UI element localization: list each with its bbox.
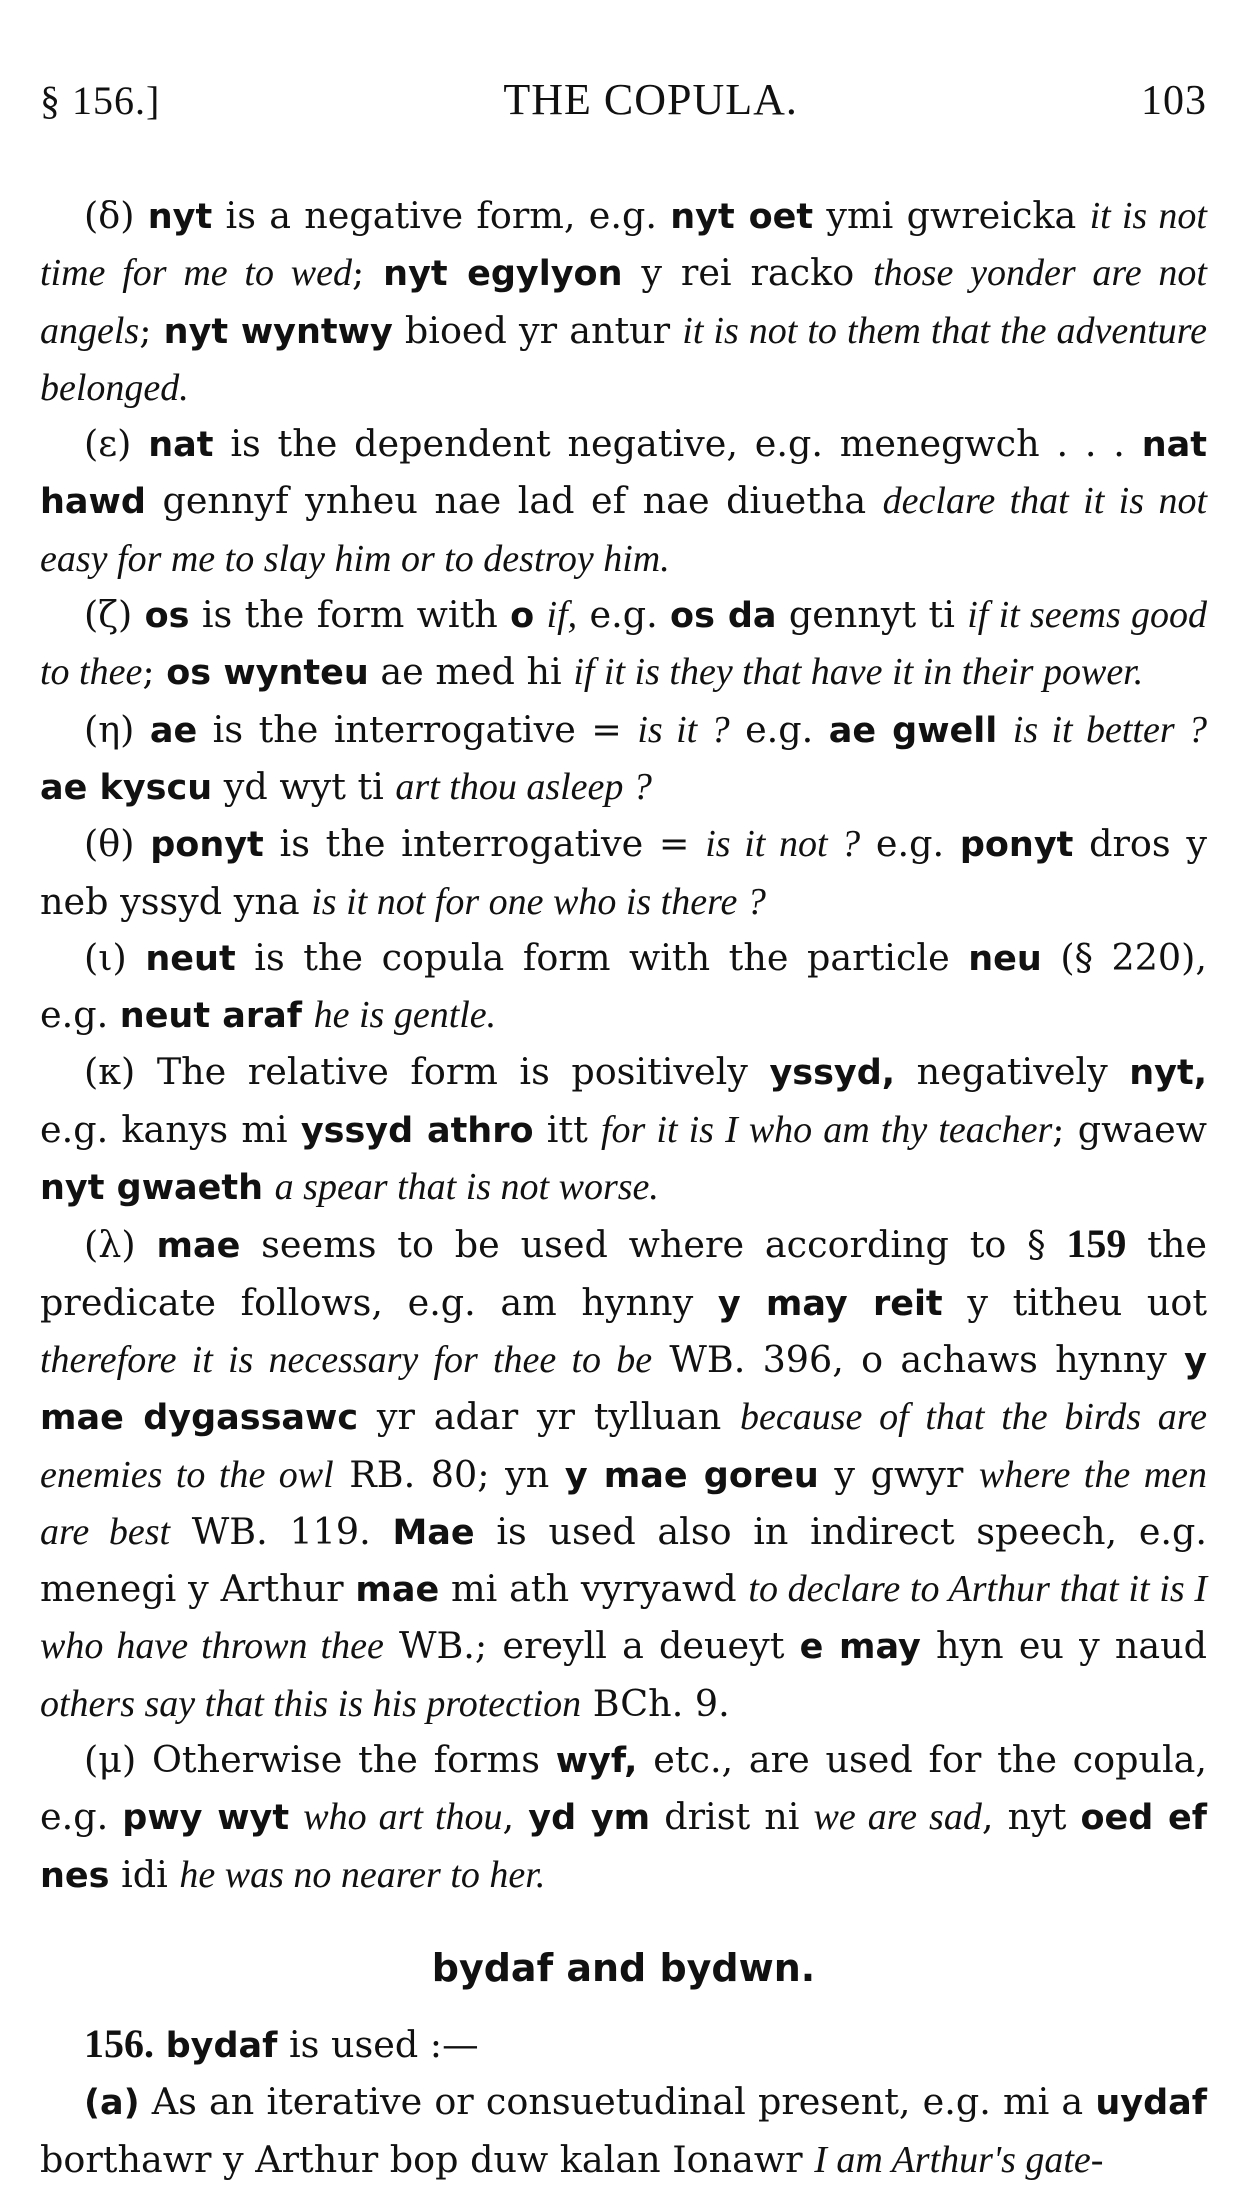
translation: art thou asleep ? bbox=[395, 765, 652, 808]
welsh-term: ae bbox=[149, 710, 198, 751]
text: y gwyr bbox=[818, 1452, 979, 1496]
paragraph-kappa bbox=[40, 1044, 1207, 1216]
running-header bbox=[40, 72, 1207, 138]
translation: is it not ? bbox=[705, 823, 861, 866]
item-label: (ι) bbox=[84, 935, 127, 979]
text: the predicate follows, e.g. am hynny bbox=[40, 1223, 1207, 1324]
text: Otherwise the forms bbox=[136, 1738, 556, 1782]
text: As an iterative or consuetudinal present, e.g. mi a bbox=[139, 2080, 1096, 2124]
item-label: (θ) bbox=[84, 822, 135, 866]
text: etc., are used for the copula, e.g. bbox=[40, 1738, 1208, 1839]
translation: if it seems good to thee bbox=[40, 594, 1207, 694]
item-label: (λ) bbox=[84, 1223, 136, 1267]
translation: who art thou bbox=[303, 1796, 503, 1839]
paragraph-zeta bbox=[40, 587, 1207, 702]
paragraph-eta bbox=[40, 702, 1207, 817]
text: ymi gwreicka bbox=[813, 194, 1090, 237]
text: is the copula form with the particle bbox=[235, 935, 969, 979]
welsh-term: nyt egylyon bbox=[383, 254, 623, 295]
welsh-term: y mae dygassawc bbox=[40, 1340, 1207, 1439]
text: is used also in indirect speech, e.g. menegi y Arthur bbox=[40, 1509, 1207, 1611]
text: gennyt ti bbox=[776, 593, 968, 637]
header-title: THE COPULA. bbox=[503, 75, 798, 124]
translation: where the men are best bbox=[40, 1453, 1208, 1553]
section-ref: 159 bbox=[1066, 1221, 1127, 1267]
welsh-term: neut bbox=[145, 938, 236, 979]
text: , nyt bbox=[981, 1795, 1081, 1839]
text: is used :— bbox=[277, 2022, 479, 2066]
translation: it is not to them that the adventure belonged. bbox=[40, 309, 1207, 409]
welsh-term: neu bbox=[968, 938, 1042, 979]
welsh-term: ae kyscu bbox=[40, 767, 213, 808]
text: BCh. 9. bbox=[581, 1681, 730, 1725]
text: WB. 119. bbox=[170, 1509, 393, 1553]
translation: because of that the birds are enemies to the owl bbox=[40, 1396, 1207, 1496]
welsh-term: pwy wyt bbox=[122, 1798, 290, 1839]
header-section-ref: § 156.] bbox=[40, 78, 161, 123]
welsh-term: nyt wyntwy bbox=[163, 311, 393, 352]
translation: is it better ? bbox=[1012, 708, 1207, 751]
translation: is it not for one who is there ? bbox=[311, 880, 766, 923]
translation: I am Arthur's gate- bbox=[814, 2138, 1104, 2181]
text: (§ 220), e.g. bbox=[40, 935, 1207, 1037]
translation: therefore it is necessary for thee to be bbox=[40, 1338, 653, 1381]
text: ; gwaew bbox=[1052, 1107, 1207, 1151]
welsh-term: yd ym bbox=[528, 1798, 651, 1839]
translation: others say that this is his protection bbox=[40, 1682, 582, 1725]
translation: for it is I who am thy teacher bbox=[600, 1108, 1053, 1151]
paragraph-theta bbox=[40, 816, 1207, 930]
text: WB. 396, o achaws hynny bbox=[652, 1337, 1185, 1381]
welsh-term: nat hawd bbox=[40, 425, 1207, 523]
welsh-term: y may reit bbox=[717, 1283, 943, 1324]
welsh-term: neut araf bbox=[119, 996, 302, 1037]
translation: those yonder are not angels bbox=[40, 252, 1207, 352]
welsh-term: y mae goreu bbox=[564, 1455, 819, 1496]
text: ; bbox=[139, 308, 164, 352]
item-label: (ζ) bbox=[84, 593, 133, 637]
text: , bbox=[502, 1795, 529, 1839]
section-subheading: bydaf and bydwn. bbox=[431, 1945, 816, 1990]
welsh-term: yssyd athro bbox=[300, 1110, 534, 1151]
text: is the dependent negative, e.g. menegwch . . . bbox=[213, 422, 1142, 466]
welsh-term: ponyt bbox=[959, 825, 1074, 866]
welsh-term: nyt oet bbox=[670, 197, 814, 237]
text: y rei racko bbox=[622, 251, 874, 295]
paragraph-delta bbox=[40, 188, 1207, 416]
welsh-term: ponyt bbox=[150, 825, 264, 866]
text: hyn eu y naud bbox=[920, 1624, 1207, 1668]
text: ; bbox=[142, 650, 167, 694]
welsh-term: os da bbox=[670, 596, 777, 637]
translation: he was no nearer to her. bbox=[179, 1853, 546, 1896]
welsh-term: wyf, bbox=[555, 1741, 638, 1782]
text: e.g. kanys mi bbox=[40, 1107, 301, 1151]
item-label: (μ) bbox=[84, 1738, 137, 1782]
item-label: (δ) bbox=[84, 194, 135, 237]
paragraph-156 bbox=[40, 2016, 1207, 2074]
text: e.g. bbox=[860, 822, 960, 866]
translation: if, bbox=[546, 594, 578, 637]
paragraph-a bbox=[40, 2074, 1207, 2188]
welsh-term: os wynteu bbox=[166, 653, 369, 694]
item-label: (a) bbox=[84, 2083, 140, 2124]
text: borthawr y Arthur bop duw kalan Ionawr bbox=[40, 2137, 815, 2181]
text: dros y neb yssyd yna bbox=[40, 822, 1207, 923]
page-number: 103 bbox=[1140, 78, 1207, 124]
item-label: (η) bbox=[84, 707, 135, 751]
text: bioed yr antur bbox=[392, 308, 683, 352]
item-label: (κ) bbox=[84, 1050, 136, 1094]
welsh-term: os bbox=[144, 596, 190, 637]
item-label: (ε) bbox=[84, 422, 132, 466]
text: ae med hi bbox=[368, 650, 574, 694]
welsh-term: mae bbox=[355, 1570, 440, 1611]
section-number: 156. bbox=[84, 2020, 154, 2066]
translation: it is not time for me to wed bbox=[40, 195, 1207, 295]
translation: we are sad bbox=[813, 1796, 982, 1839]
text: seems to be used where according to § bbox=[240, 1223, 1067, 1267]
text: y titheu uot bbox=[942, 1280, 1208, 1324]
text: idi bbox=[109, 1852, 180, 1896]
text: is the interrogative = bbox=[197, 707, 638, 751]
text: itt bbox=[533, 1107, 601, 1151]
translation: declare that it is not easy for me to slay him or to destroy him. bbox=[40, 480, 1208, 580]
translation: to declare to Arthur that it is I who have thrown thee bbox=[40, 1568, 1207, 1668]
welsh-term: e may bbox=[799, 1627, 921, 1668]
text: yr adar yr tylluan bbox=[358, 1395, 741, 1439]
paragraph-iota bbox=[40, 930, 1207, 1045]
welsh-term: Mae bbox=[392, 1512, 475, 1553]
welsh-term: o bbox=[510, 596, 535, 637]
text bbox=[302, 993, 314, 1036]
text: mi ath vyryawd bbox=[439, 1567, 749, 1611]
text bbox=[997, 708, 1012, 751]
text bbox=[289, 1795, 303, 1838]
text: The relative form is positively bbox=[135, 1050, 770, 1094]
text: e.g. bbox=[577, 593, 671, 637]
welsh-term: oed ef nes bbox=[40, 1798, 1207, 1896]
paragraph-lambda bbox=[40, 1216, 1207, 1732]
text: negatively bbox=[895, 1050, 1130, 1094]
text: drist ni bbox=[650, 1795, 814, 1839]
paragraph-mu bbox=[40, 1732, 1207, 1904]
text: RB. 80; yn bbox=[333, 1452, 565, 1496]
welsh-term: bydaf bbox=[165, 2025, 278, 2066]
welsh-term: mae bbox=[156, 1226, 241, 1267]
text: is the form with bbox=[189, 593, 511, 637]
text: yd wyt ti bbox=[212, 764, 396, 808]
welsh-term: ae gwell bbox=[828, 710, 998, 751]
text: is the interrogative = bbox=[263, 822, 706, 866]
welsh-term: yssyd, bbox=[769, 1053, 896, 1094]
welsh-term: nyt bbox=[147, 197, 213, 237]
paragraph-epsilon bbox=[40, 416, 1207, 587]
welsh-term: uydaf bbox=[1095, 2083, 1207, 2124]
text bbox=[263, 1165, 275, 1208]
text bbox=[154, 2023, 166, 2066]
text: ; bbox=[351, 251, 384, 295]
translation: a spear that is not worse. bbox=[274, 1166, 659, 1209]
text: WB.; ereyll a deueyt bbox=[383, 1624, 800, 1668]
translation: if it is they that have it in their power. bbox=[573, 651, 1144, 694]
text: gennyf ynheu nae lad ef nae diuetha bbox=[145, 479, 883, 523]
text: e.g. bbox=[729, 707, 829, 751]
text: is a negative form, e.g. bbox=[212, 194, 671, 237]
translation: is it ? bbox=[637, 708, 730, 751]
translation: he is gentle. bbox=[313, 994, 497, 1037]
welsh-term: nat bbox=[148, 425, 214, 466]
welsh-term: nyt, bbox=[1129, 1053, 1207, 1094]
welsh-term: nyt gwaeth bbox=[40, 1168, 264, 1209]
text bbox=[534, 593, 546, 636]
